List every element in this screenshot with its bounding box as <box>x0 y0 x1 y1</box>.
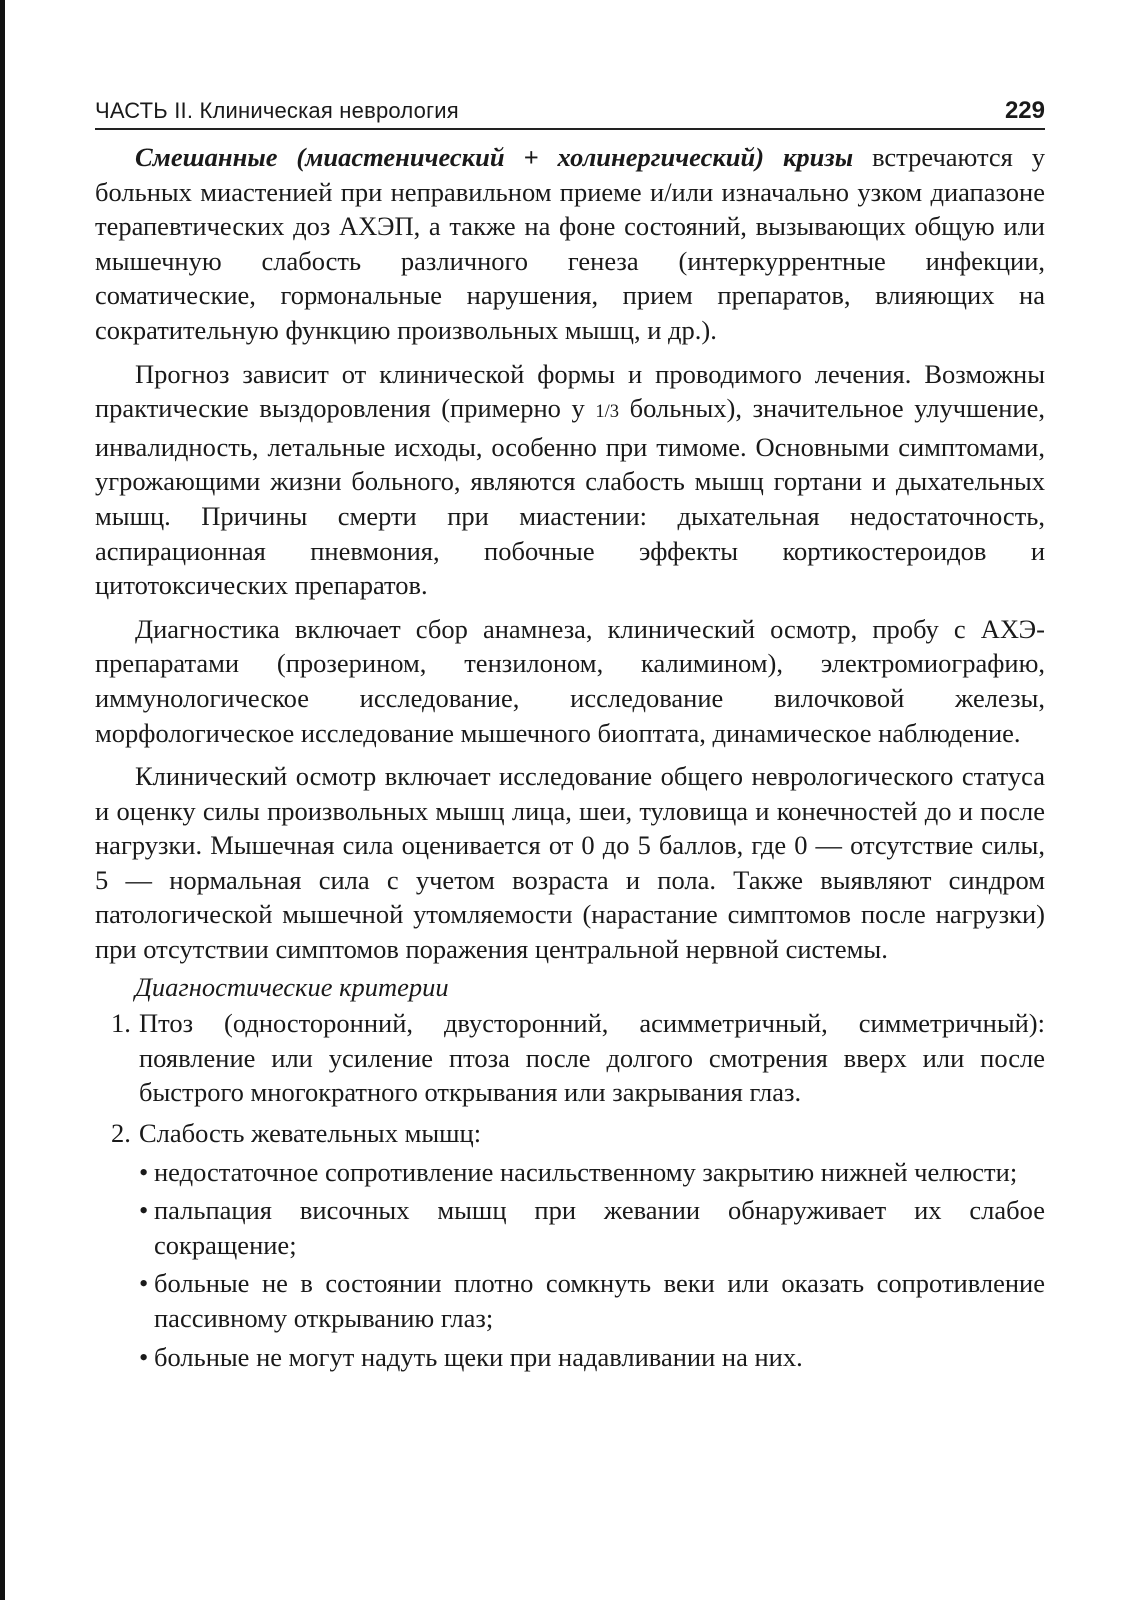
paragraph-prognosis <box>95 357 1045 603</box>
paragraph-text: больных), значительное улучшение, инвалидность, летальные исходы, особенно при тимоме. Основными симптомами, угрожающими жизни больного, являются слабость мышц гортани и дыхательных мышц. Причины смерти при миастении: дыхательная недостаточность, аспирационная пневмония, побочные эффекты кортикостероидов и цитотоксических препаратов. <box>95 393 1046 601</box>
item-number: 1. <box>111 1008 131 1039</box>
sub-item-text: больные не в состоянии плотно сомкнуть веки или оказать сопротивление пассивному открыванию глаз; <box>154 1268 1045 1333</box>
term-mixed-crises: Смешанные (миастенический + холинергический) кризы <box>135 142 854 172</box>
sub-item <box>139 1155 1045 1190</box>
paragraph-text: Прогноз зависит от клинической формы и проводимого лечения. Возможны практические выздоровления (примерно у <box>95 358 1045 424</box>
paragraph-clinical-exam: Клинический осмотр включает исследование общего неврологического статуса и оценку силы произвольных мышц лица, шеи, туловища и конечностей до и после нагрузки. Мышечная сила оценивается от 0 до 5 баллов, где 0 — отсутствие силы, 5 — нормальная сила с учетом возраста и пола. Также выявляют синдром патологической мышечной утомляемости (нарастание симптомов после нагрузки) при отсутствии симптомов поражения центральной нервной системы. <box>95 761 1045 965</box>
criteria-list <box>95 1006 1045 1374</box>
scan-edge-shadow <box>0 0 5 1600</box>
page-header <box>95 98 1045 130</box>
fraction: 1/3 <box>595 401 620 423</box>
page-number: 229 <box>1004 97 1045 124</box>
sub-list <box>139 1155 1045 1375</box>
section-heading-criteria: Диагностические критерии <box>135 971 449 1002</box>
bullet-icon: • <box>139 1195 149 1226</box>
item-number: 2. <box>111 1118 131 1149</box>
running-head: ЧАСТЬ II. Клиническая неврология <box>95 98 459 123</box>
bullet-icon: • <box>139 1341 149 1372</box>
sub-item <box>139 1193 1045 1262</box>
paragraph-diagnostics: Диагностика включает сбор анамнеза, клинический осмотр, пробу с АХЭ-препаратами (прозерином, тензилоном, калимином), электромиографию, иммунологическое исследование, исследование вилочковой железы, морфологическое исследование мышечного биоптата, динамическое наблюдение. <box>95 613 1045 748</box>
item-text: Птоз (односторонний, двусторонний, асимметричный, симметричный): появление или усиление птоза после долгого смотрения вверх или после быстрого многократного открывания или закрывания глаз. <box>139 1008 1045 1108</box>
item-text: Слабость жевательных мышц: <box>139 1118 482 1149</box>
paragraph-mixed-crises <box>95 140 1045 348</box>
sub-item-text: больные не могут надуть щеки при надавливании на них. <box>154 1341 803 1372</box>
paragraph-text: встречаются у больных миастенией при неправильном приеме и/или изначально узком диапазоне терапевтических доз АХЭП, а также на фоне состояний, вызывающих общую или мышечную слабость различного генеза (интеркуррентные инфекции, соматические, гормональные нарушения, прием препаратов, влияющих на сократительную функцию произвольных мышц, и др.). <box>95 142 1045 345</box>
criteria-item <box>95 1116 1045 1374</box>
sub-item-text: пальпация височных мышц при жевании обнаруживает их слабое сокращение; <box>154 1195 1045 1260</box>
sub-item <box>139 1340 1045 1375</box>
criteria-item <box>95 1006 1045 1110</box>
bullet-icon: • <box>139 1268 149 1299</box>
sub-item-text: недостаточное сопротивление насильственному закрытию нижней челюсти; <box>154 1156 1018 1187</box>
sub-item <box>139 1266 1045 1335</box>
book-page <box>95 98 1045 1374</box>
bullet-icon: • <box>139 1156 149 1187</box>
